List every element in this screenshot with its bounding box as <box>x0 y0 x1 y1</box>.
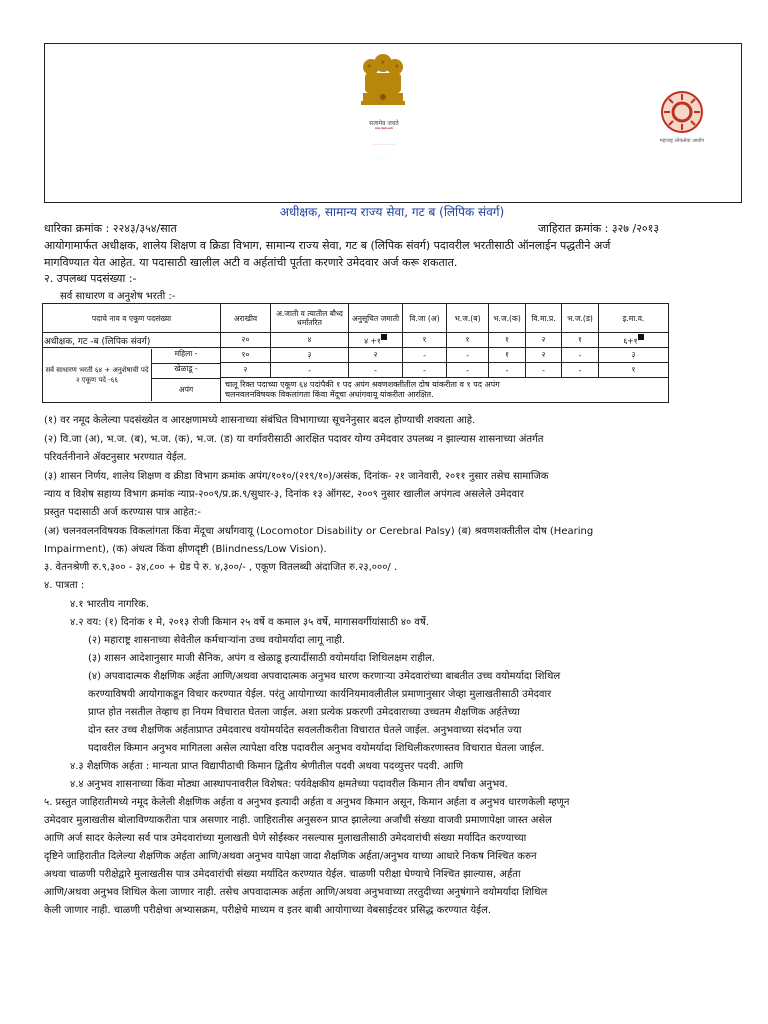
age-limit: ४.२ वय: (१) दिनांक १ मे, २०१३ रोजी किमान २५ वर्षे व कमाल ३५ वर्षे, मागासवर्गीयांसाठी ४० वर्षे. <box>70 617 429 628</box>
note-line: (अ) चलनवलनविषयक विकलांगता किंवा मेंदूचा अर्धांगवायू (Locomotor Disability or Cerebral Palsy) (ब) श्रवणशक्तीतील दोष (Hearing <box>44 526 594 537</box>
eligibility-heading: ४. पात्रता : <box>44 580 85 591</box>
backlog-marker-icon <box>638 334 644 340</box>
logo-caption: महाराष्ट्र लोकसेवा आयोग <box>659 138 705 144</box>
section-subheading: सर्व साधारण व अनुशेष भरती :- <box>60 291 176 302</box>
table-cell: ३ <box>271 348 349 363</box>
table-cell: २ <box>526 333 562 348</box>
table-row <box>43 348 669 363</box>
table-header-cell: इ.मा.व. <box>599 304 669 333</box>
backlog-marker-icon <box>381 334 387 340</box>
section5-line: आणि/अथवा अनुभव शिथिल केला जाणार नाही. तसेच अपवादात्मक अर्हता आणि/अथवा अनुभवाच्या तरतुदीच्या अनुषंगाने वयोमर्यादा शिथिल <box>44 887 548 898</box>
age-note: प्राप्त होत नसतील तेव्हाच हा नियम विचारात घेतला जाईल. अशा प्रत्येक प्रकरणी उमेदवाराच्या उच्चतम शैक्षणिक अर्हतेच्या <box>88 707 520 718</box>
women-label: महिला - <box>152 349 220 364</box>
section5-line: दृष्टिने जाहिरातीत दिलेल्या शैक्षणिक अर्हता आणि/अथवा अनुभव यापेक्षा जादा शैक्षणिक अर्हता/अनुभव याच्या आधारे निकष निश्चित करुन <box>44 851 537 862</box>
note-line: परिवर्तनीनाने ॲक्टनुसार भरण्यात येईल. <box>44 452 187 463</box>
table-cell: १ <box>489 333 526 348</box>
sports-label: खेळाडू - <box>152 364 220 379</box>
advertisement-number: जाहिरात क्रमांक : ३२७ /२०१३ <box>538 222 660 235</box>
disabled-note-line: चलनवलनविषयक विकलांगता किंवा मेंदूचा अधांगवायू यांकरीता आरक्षित. <box>225 390 434 399</box>
table-cell: - <box>447 348 489 363</box>
table-cell: - <box>403 363 447 378</box>
table-header-cell: अराखीव <box>221 304 271 333</box>
table-cell: ४ <box>271 333 349 348</box>
note-line: Impairment), (क) अंधत्व किंवा क्षीणदृष्टी (Blindness/Low Vision). <box>44 544 327 555</box>
table-header-cell: अनुसूचित जमाती <box>349 304 403 333</box>
section5-line: उमेदवार मुलाखतीस बोलाविण्याकरीता पात्र असणार नाही. जाहिरातीस अनुसरुन प्राप्त झालेल्या अर्जांची संख्या वाजवी प्रमाणापेक्षा जास्त असेल <box>44 815 552 826</box>
note-line: प्रस्तुत पदासाठी अर्ज करण्यास पात्र आहेत:- <box>44 507 201 518</box>
table-header-row <box>43 304 669 333</box>
disabled-note-cell <box>221 378 669 403</box>
table-cell: ३ <box>599 348 669 363</box>
table-header-cell: भ.ज.(क) <box>489 304 526 333</box>
table-cell: १ <box>489 348 526 363</box>
table-cell: २ <box>349 348 403 363</box>
table-cell: अधीक्षक, गट -ब (लिपिक संवर्ग) <box>43 333 221 348</box>
experience-requirement: ४.४ अनुभव शासनाच्या किंवा मोठ्या आस्थापनावरील विशेषत: पर्यवेक्षकीय क्षमतेच्या पदावरील किमान तीन वर्षांचा अनुभव. <box>70 779 508 790</box>
age-note: (४) अपवादात्मक शैक्षणिक अर्हता आणि/अथवा अपवादात्मक अनुभव धारण करणाऱ्या उमेदवारांच्या बाबतीत उच्च वयोमर्यादा शिथिल <box>88 671 561 682</box>
table-cell: ४ +१ <box>349 333 403 348</box>
table-cell: २० <box>221 333 271 348</box>
section5-line: आणि अर्ज सादर केलेल्या सर्व पात्र उमेदवारांच्या मुलाखती घेणे सोईस्कर नसल्यास मुलाखतीसाठी उमेदवारांची संख्या मर्यादित करण्याच्या <box>44 833 527 844</box>
table-cell: - <box>562 363 599 378</box>
table-cell: - <box>271 363 349 378</box>
section5-line: अथवा चाळणी परीक्षेद्वारे मुलाखतीस पात्र उमेदवारांची संख्या मर्यादित करण्यात येईल. चाळणी परीक्षा घेण्याचे निश्चित झाल्यास, अर्हता <box>44 869 521 880</box>
table-header-cell: भ.ज.(ड) <box>562 304 599 333</box>
post-title: अधीक्षक, सामान्य राज्य सेवा, गट ब (लिपिक संवर्ग) <box>279 205 505 219</box>
age-note: दोन स्तर उच्च शैक्षणिक अर्हताप्राप्त उमेदवारच वयोमर्यादेत सवलतीकरीता विचारात घेतले जाईल. अनुभवाच्या संदर्भात ज्या <box>88 725 522 736</box>
table-cell: १० <box>221 348 271 363</box>
table-cell: १ <box>599 363 669 378</box>
table-header-cell: वि.जा (अ) <box>403 304 447 333</box>
disabled-note-line: चालू रिक्त पदाच्या एकूण ६४ पदांपैकी १ पद अपंग श्रवणशक्तीतील दोष यांकरीता व १ पद अपंग <box>225 380 500 389</box>
age-note: पदावरील किमान अनुभव मागितला असेल त्यापेक्षा वरिष्ठ पदावरील अनुभव वयोमर्यादा शिथिलीकरणास्तव विचारात घेतला जाईल. <box>88 743 545 754</box>
table-cell <box>43 348 221 403</box>
table-header-cell: भ.ज.(ब) <box>447 304 489 333</box>
note-line: (३) शासन निर्णय, शालेय शिक्षण व क्रीडा विभाग क्रमांक अपंग/१०१०/(२१९/१०)/असंक, दिनांक- २१ जानेवारी, २०११ नुसार तसेच सामाजिक <box>44 471 549 482</box>
section5-line: ५. प्रस्तुत जाहिरातीमध्ये नमूद केलेली शैक्षणिक अर्हता व अनुभव इत्यादी अर्हता व अनुभव किमान असून, किमान अर्हता व अनुभव धारणकेली म्हणून <box>44 797 570 808</box>
disabled-label: अपंग <box>178 385 194 394</box>
group-label: सर्व साधारण भरती ६४ + अनुशेषाची पदे २ एकूण पदे -६६ <box>43 349 152 401</box>
table-cell: १ <box>562 333 599 348</box>
table-cell: - <box>562 348 599 363</box>
pay-scale: ३. वेतनश्रेणी रु.९,३०० - ३४,८०० + ग्रेड पे रु. ४,३००/- , एकूण वितलब्धी अंदाजित रु.२३,०००/ . <box>44 562 398 573</box>
intro-line: मागविण्यात येत आहेत. या पदासाठी खालील अटी व अर्हतांची पूर्तता करणारे उमेदवार अर्ज करू शकतात. <box>44 256 458 269</box>
table-header-cell: अ.जाती व त्यातील बौध्द धर्मांतरित <box>271 304 349 333</box>
table-cell: १ <box>447 333 489 348</box>
state-emblem-icon <box>357 53 409 119</box>
note-line: (१) वर नमूद केलेल्या पदसंख्येत व आरक्षणामध्ये शासनाच्या संबंधित विभागाच्या सूचनेनुसार बदल होण्याची शक्यता आहे. <box>44 415 476 426</box>
age-note: करण्याविषयी आयोगाकडून विचार करण्यात येईल. परंतु आयोगाच्या कार्यनियमावलीतील प्रमाणानुसार जेव्हा मुलाखतीसाठी उमेदवार <box>88 689 552 700</box>
table-cell: - <box>447 363 489 378</box>
note-line: (२) वि.जा (अ), भ.ज. (ब), भ.ज. (क), भ.ज. (ड) या वर्गावरीसाठी आरक्षित पदावर योग्य उमेदवार उपलब्ध न झाल्यास शासनाच्या अंतर्गत <box>44 434 544 445</box>
table-header-cell: वि.मा.प्र. <box>526 304 562 333</box>
table-cell: - <box>349 363 403 378</box>
file-number: धारिका क्रमांक : २२४३/३५४/सात <box>44 222 177 235</box>
mpsc-logo-icon <box>652 86 712 158</box>
posts-table <box>42 303 669 403</box>
table-cell: १ <box>403 333 447 348</box>
table-cell: ६+१ <box>599 333 669 348</box>
table-cell: २ <box>221 363 271 378</box>
table-cell: - <box>403 348 447 363</box>
note-line: न्याय व विशेष सहाय्य विभाग क्रमांक न्याप्र-२००९/प्र.क्र.९/सुधार-३, दिनांक १३ ऑगस्ट, २००९ नुसार खालील अपंगत्व असलेले उमेदवार <box>44 489 524 500</box>
org-name-marathi: महाराष्ट्र लोकसेवा आयोग <box>375 128 393 130</box>
table-cell: - <box>526 363 562 378</box>
table-cell: २ <box>526 348 562 363</box>
education-requirement: ४.३ शैक्षणिक अर्हता : मान्यता प्राप्त विद्यापीठाची किमान द्वितीय श्रेणीतील पदवी अथवा पदव्युत्तर पदवी. आणि <box>70 761 464 772</box>
emblem-motto: सत्यमेव जयते <box>369 120 399 127</box>
citizenship: ४.१ भारतीय नागरिक. <box>70 599 150 610</box>
age-note: (३) शासन आदेशानुसार माजी सैनिक, अपंग व खेळाडू इत्यादींसाठी वयोमर्यादा शिथिलक्षम राहील. <box>88 653 436 664</box>
table-row <box>43 333 669 348</box>
section-heading-posts: २. उपलब्ध पदसंख्या :- <box>44 272 137 285</box>
age-note: (२) महाराष्ट्र शासनाच्या सेवेतील कर्मचाऱ्यांना उच्च वयोमर्यादा लागू नाही. <box>88 635 346 646</box>
table-cell: - <box>489 363 526 378</box>
section5-line: केली जाणार नाही. चाळणी परीक्षेचा अभ्यासक्रम, परीक्षेचे माध्यम व इतर बाबी आयोगाच्या वेबसाईटवर प्रसिद्ध करण्यात येईल. <box>44 905 492 916</box>
intro-line: आयोगामार्फत अधीक्षक, शालेय शिक्षण व क्रिडा विभाग, सामान्य राज्य सेवा, गट ब (लिपिक संवर्ग) पदावरील भरतीसाठी ऑनलाईन पद्धतीने अर्ज <box>44 239 611 252</box>
table-header-cell: पदाचे नाव व एकूण पदसंख्या <box>43 304 221 333</box>
